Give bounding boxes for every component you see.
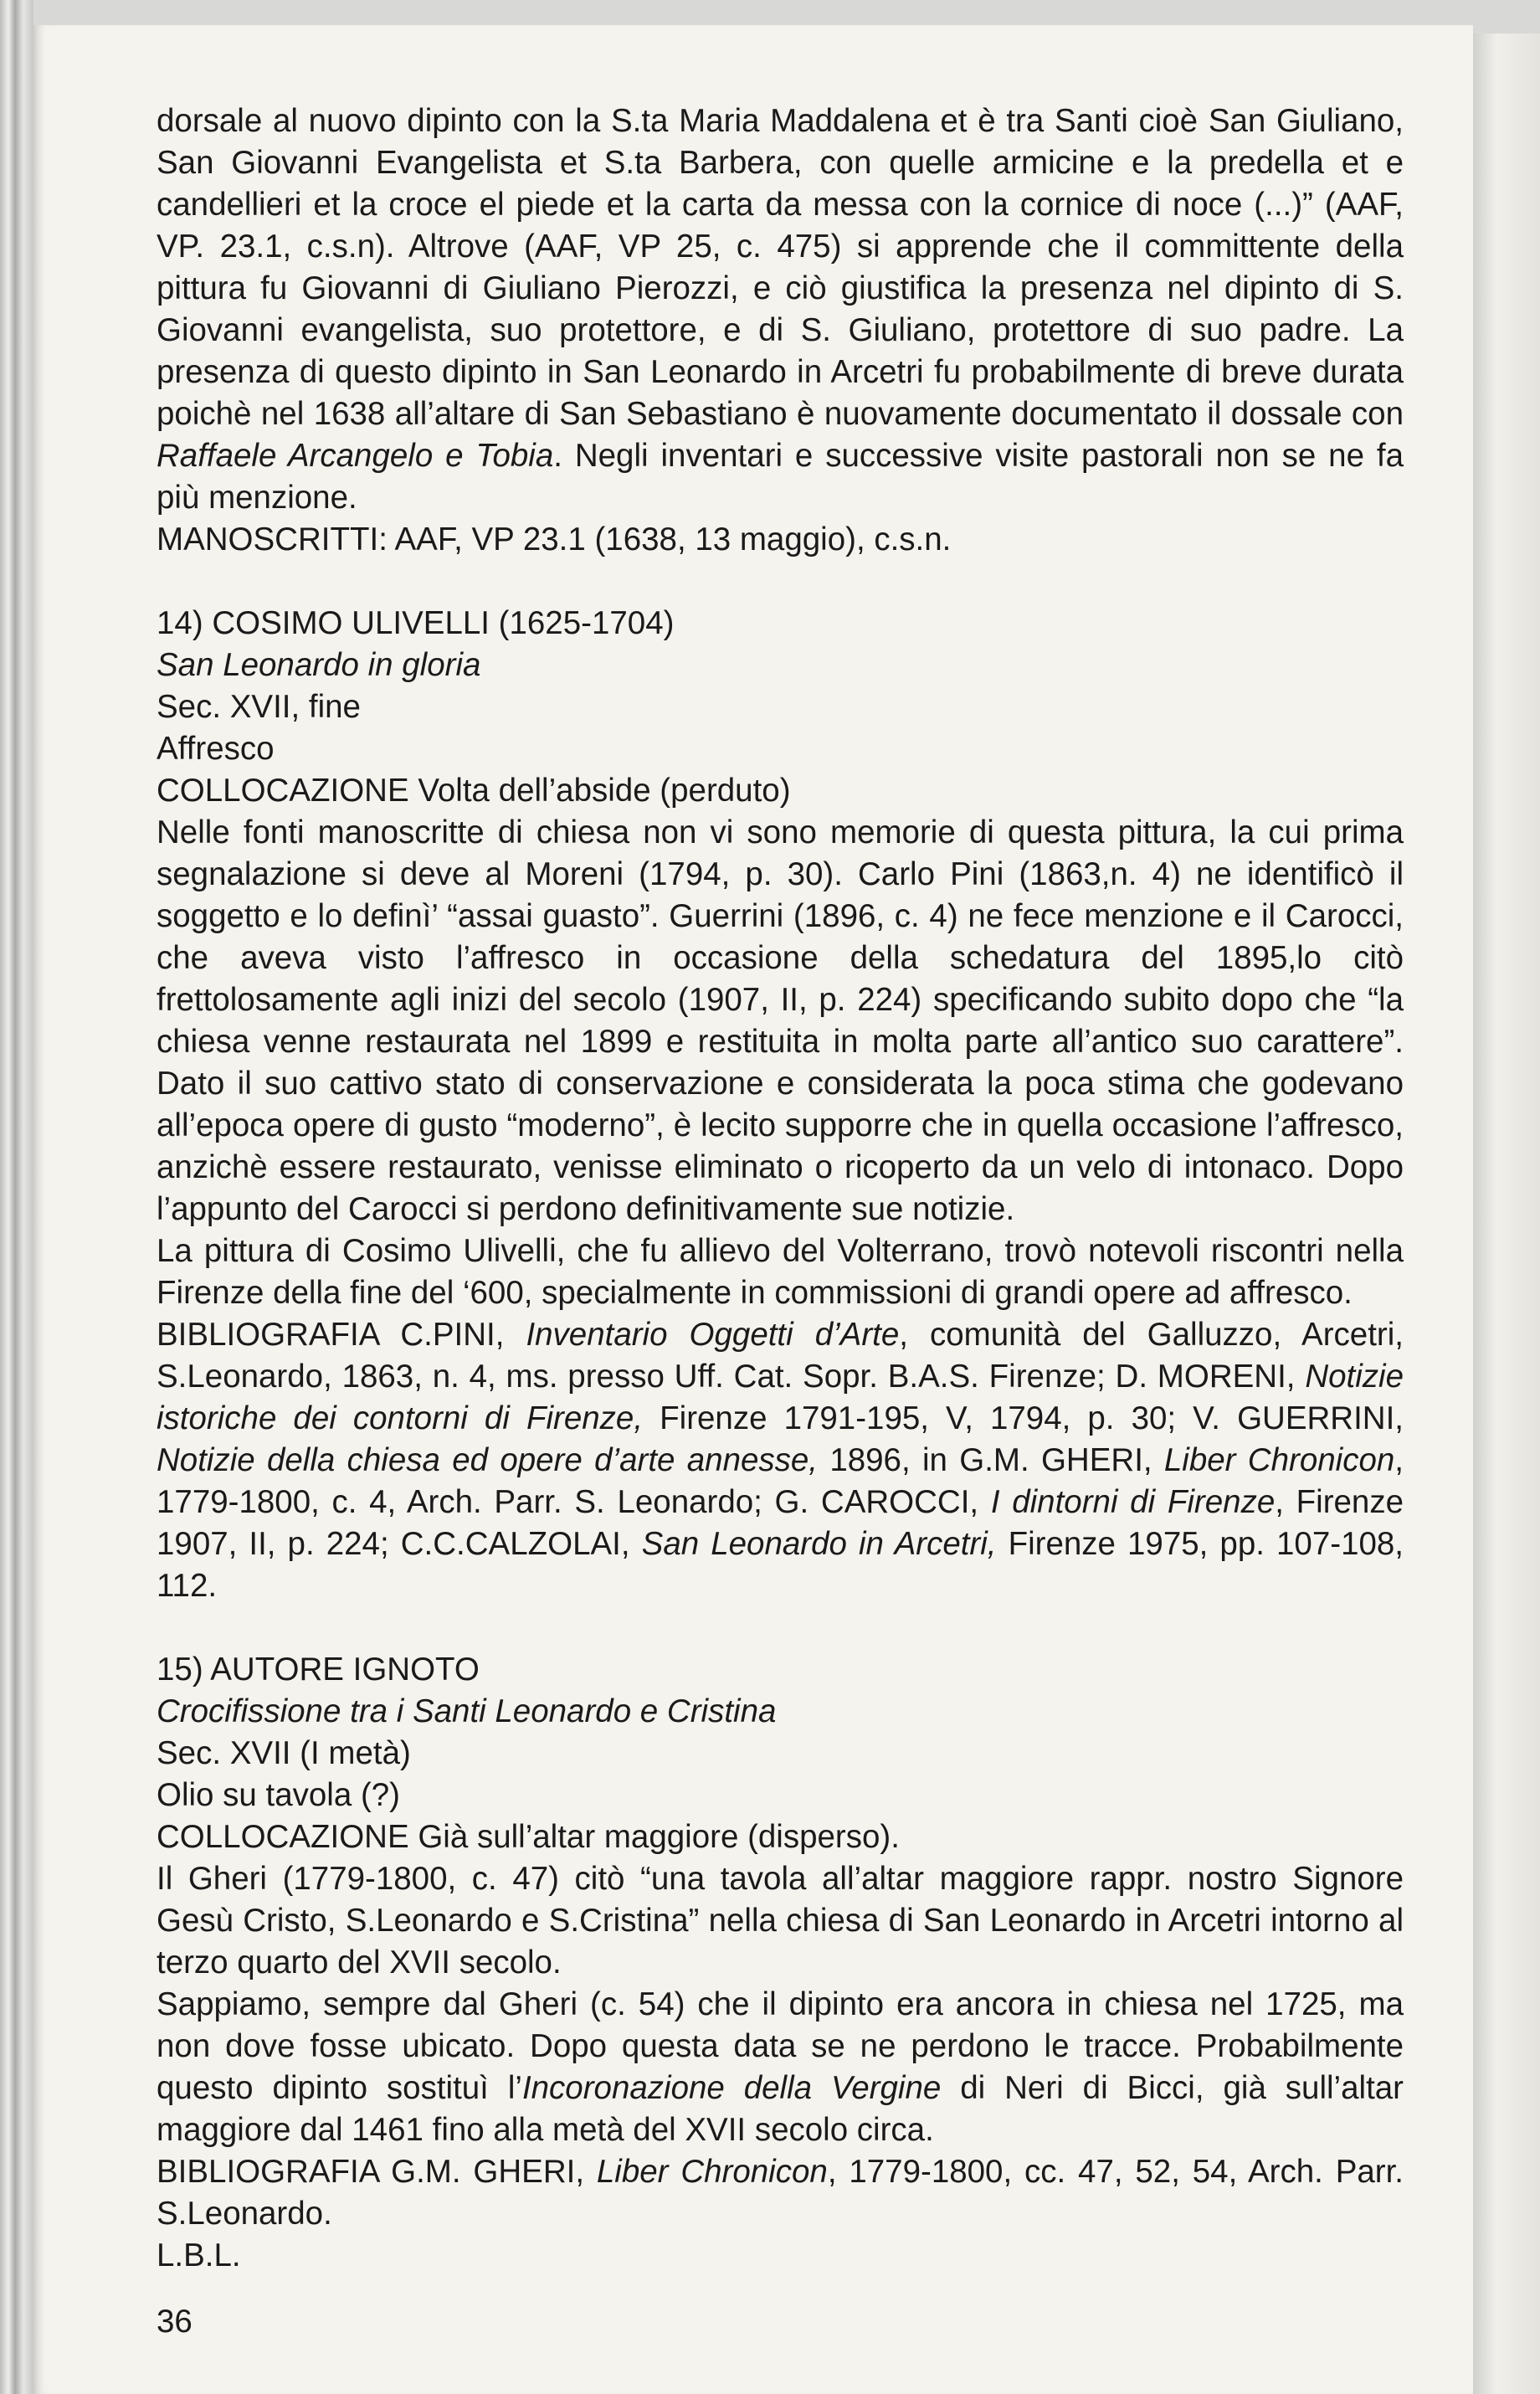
entry-15-heading: 15) AUTORE IGNOTO <box>157 1652 480 1688</box>
book-spine <box>0 0 33 2394</box>
entry-14-title: San Leonardo in gloria <box>157 647 481 683</box>
paragraph-dossale: dorsale al nuovo dipinto con la S.ta Maria Maddalena et è tra Santi cioè San Giuliano, San Giovanni Evangelista et S.ta Barbera, con quelle armicine e la predella et e candellieri et la croce el piede et la carta da messa con la cornice di noce (...)” (AAF, VP. 23.1, c.s.n). Altrove (AAF, VP 25, c. 475) si apprende che il committente della pittura fu Giovanni di Giuliano Pierozzi, e ciò giustifica la presenza nel dipinto di S. Giovanni evangelista, suo protettore, e di S. Giuliano, protettore di suo padre. La presenza di questo dipinto in San Leonardo in Arcetri fu probabilmente di breve durata poichè nel 1638 all’altare di San Sebastiano è nuovamente documentato il dossale con Raffaele Arcangelo e Tobia. Negli inventari e successive visite pastorali non se ne fa più menzione. <box>157 103 1404 516</box>
entry-14-date: Sec. XVII, fine <box>157 689 361 725</box>
page-number: 36 <box>157 2304 192 2340</box>
entry-15-technique: Olio su tavola (?) <box>157 1777 401 1813</box>
entry-14-body-2: La pittura di Cosimo Ulivelli, che fu allievo del Volterrano, trovò notevoli riscontri nella Firenze della fine del ‘600, specialmente in commissioni di grandi opere ad affresco. <box>157 1233 1404 1311</box>
page-text <box>157 100 1404 2277</box>
entry-15-body: Il Gheri (1779-1800, c. 47) citò “una tavola all’altar maggiore rappr. nostro Signore Gesù Cristo, S.Leonardo e S.Cristina” nella chiesa di San Leonardo in Arcetri intorno al terzo quarto del XVII secolo. <box>157 1861 1404 1980</box>
entry-14-collocazione: COLLOCAZIONE Volta dell’abside (perduto) <box>157 773 791 809</box>
facing-page-edge <box>1473 33 1540 2394</box>
entry-14-body: Nelle fonti manoscritte di chiesa non vi sono memorie di questa pittura, la cui prima segnalazione si deve al Moreni (1794, p. 30). Carlo Pini (1863,n. 4) ne identificò il soggetto e lo definì’ “assai guasto”. Guerrini (1896, c. 4) ne fece menzione e il Carocci, che aveva visto l’affresco in occasione della schedatura del 1895,lo citò frettolosamente agli inizi del secolo (1907, II, p. 224) specificando subito dopo che “la chiesa venne restaurata nel 1899 e restituita in molta parte all’antico suo carattere”. Dato il suo cattivo stato di conservazione e considerata la poca stima che godevano all’epoca opere di gusto “moderno”, è lecito supporre che in quella occasione l’affresco, anzichè essere restaurato, venisse eliminato o ricoperto da un velo di intonaco. Dopo l’appunto del Carocci si perdono definitivamente sue notizie. <box>157 814 1404 1227</box>
entry-15-bibliography: BIBLIOGRAFIA G.M. GHERI, Liber Chronicon, 1779-1800, cc. 47, 52, 54, Arch. Parr. S.Leonardo. <box>157 2154 1404 2232</box>
entry-14-heading: 14) COSIMO ULIVELLI (1625-1704) <box>157 605 675 641</box>
manoscritti: MANOSCRITTI: AAF, VP 23.1 (1638, 13 maggio), c.s.n. <box>157 521 952 557</box>
entry-15-date: Sec. XVII (I metà) <box>157 1735 411 1771</box>
author-signature: L.B.L. <box>157 2237 241 2273</box>
entry-15-title: Crocifissione tra i Santi Leonardo e Cristina <box>157 1693 777 1729</box>
entry-15-collocazione: COLLOCAZIONE Già sull’altar maggiore (disperso). <box>157 1819 900 1855</box>
entry-15-body-2: Sappiamo, sempre dal Gheri (c. 54) che il dipinto era ancora in chiesa nel 1725, ma non dove fosse ubicato. Dopo questa data se ne perdono le tracce. Probabilmente questo dipinto sostituì l’Incoronazione della Vergine di Neri di Bicci, già sull’altar maggiore dal 1461 fino alla metà del XVII secolo circa. <box>157 1986 1404 2148</box>
entry-14-technique: Affresco <box>157 731 275 767</box>
entry-14-bibliography: BIBLIOGRAFIA C.PINI, Inventario Oggetti d’Arte, comunità del Galluzzo, Arcetri, S.Leonardo, 1863, n. 4, ms. presso Uff. Cat. Sopr. B.A.S. Firenze; D. MORENI, Notizie istoriche dei contorni di Firenze, Firenze 1791-195, V, 1794, p. 30; V. GUERRINI, Notizie della chiesa ed opere d’arte annesse, 1896, in G.M. GHERI, Liber Chronicon, 1779-1800, c. 4, Arch. Parr. S. Leonardo; G. CAROCCI, I dintorni di Firenze, Firenze 1907, II, p. 224; C.C.CALZOLAI, San Leonardo in Arcetri, Firenze 1975, pp. 107-108, 112. <box>157 1317 1404 1604</box>
